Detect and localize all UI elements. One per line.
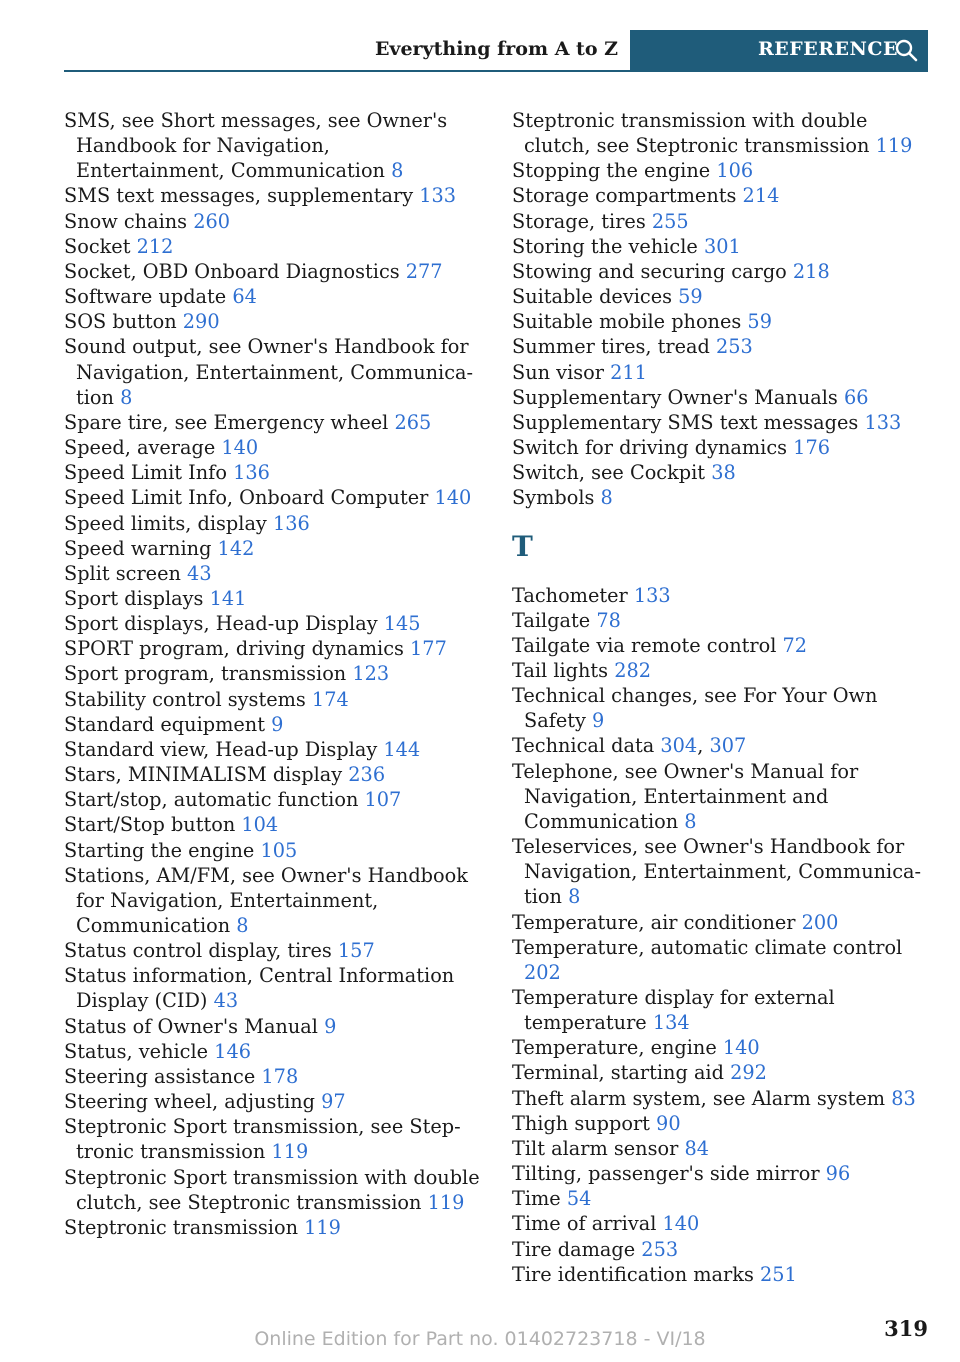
page-link[interactable]: 145 [383, 612, 421, 636]
page-link[interactable]: 83 [891, 1086, 916, 1110]
page-link[interactable]: 38 [711, 461, 736, 485]
index-entry [512, 633, 928, 658]
index-term: Speed warning [64, 536, 218, 560]
index-entry [512, 608, 928, 633]
index-term: Switch, see Cockpit [512, 461, 712, 485]
page-link[interactable]: 119 [271, 1140, 309, 1164]
index-group-s [512, 108, 928, 511]
index-column-right [512, 108, 928, 1287]
index-entry [64, 485, 482, 510]
index-entry [512, 410, 928, 435]
index-entry [64, 787, 482, 812]
index-entry [512, 460, 928, 485]
index-term: Start/Stop button [64, 813, 242, 837]
header-rule [64, 70, 928, 72]
index-entry [512, 1060, 928, 1085]
index-term: Supplementary SMS text messages [512, 410, 865, 434]
index-entry [512, 1262, 928, 1287]
index-term: Stars, MINIMALISM display [64, 763, 349, 787]
index-term: Status control display, tires [64, 939, 338, 963]
page-link[interactable]: 144 [383, 737, 421, 761]
index-entry [64, 284, 482, 309]
index-entry [512, 910, 928, 935]
page-link[interactable]: 174 [311, 687, 349, 711]
page-link[interactable]: 236 [348, 763, 386, 787]
index-entry [64, 309, 482, 334]
page-link[interactable]: 301 [703, 234, 741, 258]
index-term: Stopping the engine [512, 159, 717, 183]
page-link[interactable]: 107 [364, 788, 402, 812]
index-entry [64, 460, 482, 485]
page-header [64, 30, 928, 72]
index-column-left [64, 108, 482, 1240]
index-entry [64, 108, 482, 183]
index-term: Tachometer [512, 583, 634, 607]
index-entry [64, 938, 482, 963]
index-entry [512, 658, 928, 683]
index-entry [64, 1089, 482, 1114]
index-entry [64, 561, 482, 586]
page-link[interactable]: 119 [427, 1190, 465, 1214]
page-link[interactable]: 214 [742, 184, 780, 208]
page-link[interactable]: 66 [843, 385, 869, 409]
page-link[interactable]: 134 [652, 1011, 690, 1035]
index-term: Time of arrival [512, 1212, 663, 1236]
page-link[interactable]: 119 [875, 134, 913, 158]
index-term: Speed limits, display [64, 511, 273, 535]
index-entry [512, 1237, 928, 1262]
index-term: Switch for driving dynamics [512, 436, 794, 460]
index-entry [64, 762, 482, 787]
page-link[interactable]: 292 [730, 1061, 767, 1085]
index-term: Sport displays, Head-up Display [64, 612, 384, 636]
page-link[interactable]: 8 [391, 159, 404, 183]
index-entry [64, 536, 482, 561]
index-term: Teleservices, see Owner's Handbook for Navigation, Entertainment, Communication [512, 835, 922, 909]
page-link[interactable]: 8 [600, 486, 613, 510]
search-icon[interactable] [894, 38, 918, 62]
index-term: Storing the vehicle [512, 234, 704, 258]
page-link[interactable]: 78 [596, 608, 621, 632]
index-term: Tire damage [512, 1237, 642, 1261]
page-link[interactable]: 260 [193, 209, 231, 233]
index-entry [512, 583, 928, 608]
reference-tab-label: REFERENCE [758, 38, 898, 60]
page-link[interactable]: 202 [524, 960, 561, 984]
index-entry [64, 209, 482, 234]
page-link[interactable]: 43 [213, 989, 239, 1013]
page-link[interactable]: 59 [678, 285, 703, 309]
index-term: Steptronic transmission [64, 1215, 305, 1239]
page-link[interactable]: 8 [684, 809, 697, 833]
index-term: Symbols [512, 486, 601, 510]
index-term: Start/stop, automatic function [64, 788, 365, 812]
section-title: Everything from A to Z [374, 38, 618, 60]
index-term: Steptronic transmission with double clutch, see Steptronic transmission [512, 109, 876, 158]
page-link[interactable]: 140 [221, 436, 259, 460]
index-term: Supplementary Owner's Manuals [512, 385, 844, 409]
index-entry [64, 687, 482, 712]
index-term: Tailgate [512, 608, 597, 632]
index-term: Steering wheel, adjusting [64, 1090, 322, 1114]
index-term: Time [512, 1187, 567, 1211]
footer-edition: Online Edition for Part no. 01402723718 - VI/18 [254, 1328, 706, 1350]
page-link[interactable]: 307 [709, 734, 747, 758]
index-entry [64, 334, 482, 409]
page-link[interactable]: 178 [261, 1064, 299, 1088]
page-link[interactable]: 140 [722, 1036, 760, 1060]
index-entry [512, 1111, 928, 1136]
page-link[interactable]: 265 [394, 410, 432, 434]
page-link[interactable]: 146 [214, 1039, 251, 1063]
index-entry [512, 935, 928, 985]
page-link[interactable]: 96 [825, 1162, 851, 1186]
index-entry [512, 234, 928, 259]
index-entry [64, 661, 482, 686]
index-term: Status of Owner's Manual [64, 1014, 325, 1038]
index-term: Socket [64, 234, 137, 258]
page-link[interactable]: 59 [747, 310, 772, 334]
page-link[interactable]: 119 [304, 1215, 341, 1239]
index-term: Technical data [512, 734, 661, 758]
index-term: Split screen [64, 561, 188, 585]
page-link[interactable]: 106 [716, 159, 754, 183]
index-entry [64, 611, 482, 636]
page-link[interactable]: 9 [271, 712, 284, 736]
page-link[interactable]: 97 [321, 1090, 346, 1114]
page-link[interactable]: 200 [801, 910, 839, 934]
index-entry [512, 158, 928, 183]
page-link[interactable]: 104 [241, 813, 279, 837]
index-entry [512, 834, 928, 909]
index-entry [512, 360, 928, 385]
page-link[interactable]: 133 [864, 410, 902, 434]
page-link[interactable]: 255 [651, 209, 689, 233]
index-entry [512, 985, 928, 1035]
index-term: Stations, AM/FM, see Owner's Handbook for Navigation, Entertainment, Communication [64, 863, 468, 937]
index-entry [64, 410, 482, 435]
index-term: Temperature, engine [512, 1036, 723, 1060]
index-entry [512, 259, 928, 284]
page-link[interactable]: 133 [633, 583, 671, 607]
index-term: Steptronic Sport transmission with double clutch, see Steptronic transmission [64, 1165, 480, 1214]
index-term: Stability control systems [64, 687, 312, 711]
page-link[interactable]: 84 [684, 1136, 709, 1160]
page-link[interactable]: 277 [405, 259, 443, 283]
index-term: SOS button [64, 310, 183, 334]
page-link[interactable]: 140 [434, 486, 472, 510]
index-entry [64, 636, 482, 661]
index-term: Temperature, automatic climate control [512, 935, 903, 959]
page-link[interactable]: 43 [187, 561, 212, 585]
index-term: Tilting, passenger's side mirror [512, 1162, 826, 1186]
index-entry [64, 1014, 482, 1039]
index-term: Status, vehicle [64, 1039, 215, 1063]
index-term: Speed Limit Info [64, 461, 234, 485]
index-term: Software update [64, 285, 233, 309]
index-term: Suitable devices [512, 285, 679, 309]
index-term: Snow chains [64, 209, 194, 233]
index-entry [64, 1114, 482, 1164]
index-entry [512, 284, 928, 309]
page-link[interactable]: 140 [662, 1212, 700, 1236]
page-link[interactable]: 9 [592, 709, 605, 733]
index-term: SMS, see Short messages, see Owner's Handbook for Navigation, Entertainment, Communication [64, 109, 448, 183]
index-term: Speed Limit Info, Onboard Computer [64, 486, 435, 510]
page-link[interactable]: 54 [566, 1187, 592, 1211]
index-entry [64, 963, 482, 1013]
index-entry [64, 838, 482, 863]
page-link[interactable]: 290 [182, 310, 220, 334]
index-entry [64, 1039, 482, 1064]
index-term: Thigh support [512, 1111, 657, 1135]
index-term: Speed, average [64, 436, 222, 460]
index-entry [64, 435, 482, 460]
index-term: Steptronic Sport transmission, see Steptronic transmission [64, 1115, 461, 1164]
page-link[interactable]: 123 [352, 662, 390, 686]
index-entry [512, 683, 928, 733]
index-entry [512, 183, 928, 208]
index-entry [64, 1165, 482, 1215]
index-term: Steering assistance [64, 1064, 262, 1088]
index-term: Storage compartments [512, 184, 743, 208]
index-entry [512, 759, 928, 834]
index-entry [512, 1161, 928, 1186]
index-entry [512, 1136, 928, 1161]
index-entry [512, 1035, 928, 1060]
page-link[interactable]: 136 [272, 511, 310, 535]
index-term: SMS text messages, supplementary [64, 184, 420, 208]
page-link[interactable]: 212 [136, 234, 174, 258]
index-term: Socket, OBD Onboard Diagnostics [64, 259, 406, 283]
page-number: 319 [884, 1316, 928, 1341]
page-link[interactable]: 90 [656, 1111, 681, 1135]
index-entry [64, 737, 482, 762]
index-entry [64, 183, 482, 208]
page-link[interactable]: 72 [782, 633, 808, 657]
index-term: Sport displays [64, 586, 210, 610]
index-term: Spare tire, see Emergency wheel [64, 410, 395, 434]
reference-tab[interactable] [630, 30, 928, 70]
page-link[interactable]: 211 [610, 360, 647, 384]
page-link[interactable]: 251 [759, 1262, 797, 1286]
index-term: Tire identification marks [512, 1262, 760, 1286]
index-entry [64, 234, 482, 259]
index-term: Standard equipment [64, 712, 272, 736]
index-entry [512, 209, 928, 234]
page-link[interactable]: 253 [641, 1237, 679, 1261]
index-term: Storage, tires [512, 209, 652, 233]
page-link[interactable]: 133 [419, 184, 457, 208]
index-group-t [512, 583, 928, 1287]
index-entry [512, 108, 928, 158]
index-letter-heading: T [512, 529, 533, 563]
page-link[interactable]: 141 [209, 586, 247, 610]
page-link[interactable]: 142 [217, 536, 255, 560]
index-entry [64, 511, 482, 536]
page-link[interactable]: 157 [337, 939, 375, 963]
index-term: Tailgate via remote control [512, 633, 783, 657]
index-term: Sound output, see Owner's Handbook for Navigation, Entertainment, Communication [64, 335, 474, 409]
page-link[interactable]: 282 [614, 658, 651, 682]
page-link[interactable]: 8 [568, 885, 581, 909]
page-link[interactable]: 8 [120, 385, 133, 409]
index-term: Terminal, starting aid [512, 1061, 731, 1085]
page-link[interactable]: 253 [716, 335, 753, 359]
index-term: Temperature, air conditioner [512, 910, 802, 934]
page-link[interactable]: 304 [660, 734, 698, 758]
index-entry [64, 1064, 482, 1089]
index-term: Sun visor [512, 360, 611, 384]
index-entry [64, 812, 482, 837]
index-term: Sport program, transmission [64, 662, 353, 686]
page-link[interactable]: 177 [410, 637, 447, 661]
index-term: Tilt alarm sensor [512, 1136, 685, 1160]
index-entry [64, 1215, 482, 1240]
index-entry [512, 1086, 928, 1111]
page-link[interactable]: 64 [232, 285, 257, 309]
index-entry [512, 485, 928, 510]
page-link[interactable]: 8 [236, 914, 249, 937]
page-link[interactable]: 9 [324, 1014, 337, 1038]
index-entry [512, 385, 928, 410]
page-link[interactable]: 136 [233, 461, 270, 485]
page-link[interactable]: 176 [793, 436, 830, 460]
index-entry [512, 435, 928, 460]
index-term: Technical changes, see For Your Own Safety [512, 684, 878, 733]
index-term: Theft alarm system, see Alarm system [512, 1086, 892, 1110]
index-entry [64, 259, 482, 284]
index-entry [64, 863, 482, 938]
index-entry [64, 586, 482, 611]
index-term: Starting the engine [64, 838, 261, 862]
index-entry [512, 1186, 928, 1211]
page-link[interactable]: 218 [792, 259, 830, 283]
index-term: Telephone, see Owner's Manual for Navigation, Entertainment and Communication [512, 759, 859, 833]
index-term: SPORT program, driving dynamics [64, 637, 411, 661]
index-entry [512, 334, 928, 359]
index-entry: Technical data 304, 307 [512, 734, 747, 758]
index-term: Standard view, Head-up Display [64, 737, 384, 761]
index-entry [512, 1211, 928, 1236]
index-term: Stowing and securing cargo [512, 259, 793, 283]
index-term: Status information, Central Information Display (CID) [64, 964, 455, 1013]
index-term: Suitable mobile phones [512, 310, 748, 334]
index-entry [64, 712, 482, 737]
index-term: Summer tires, tread [512, 335, 716, 359]
index-term: Temperature display for external temperature [512, 986, 835, 1035]
index-term: Tail lights [512, 658, 615, 682]
index-entry [512, 309, 928, 334]
page-link[interactable]: 105 [260, 838, 298, 862]
